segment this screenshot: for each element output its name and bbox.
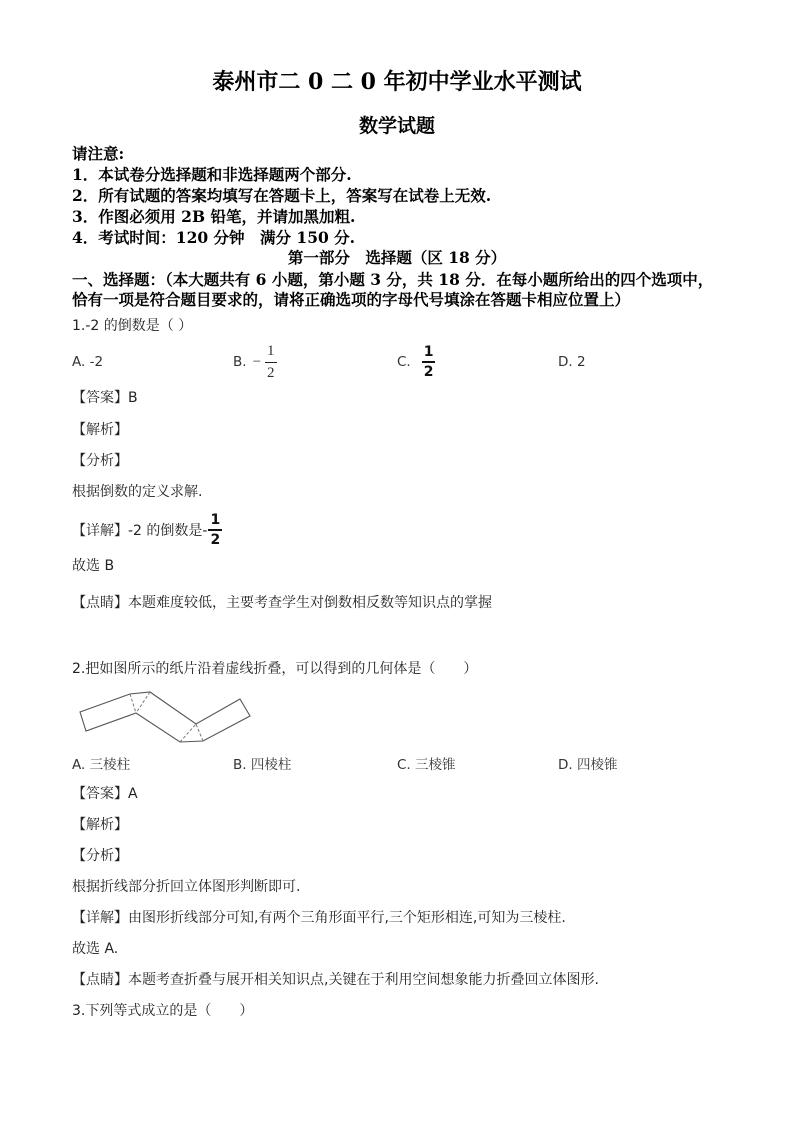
q1-detail — [72, 509, 222, 551]
fraction-numerator: 1 — [210, 512, 221, 529]
option-text: C. 三棱锥 — [397, 757, 456, 773]
fraction-denominator: 2 — [210, 531, 221, 548]
fraction-bar — [422, 361, 436, 363]
notice-item: 1．本试卷分选择题和非选择题两个部分. — [72, 165, 352, 184]
option-text: D. 四棱锥 — [558, 757, 618, 773]
exam-title: 泰州市二 0 二 0 年初中学业水平测试 — [212, 69, 582, 95]
fraction-bar — [208, 529, 222, 531]
fold-line — [130, 694, 136, 713]
option-label: C. — [397, 354, 411, 370]
notice-item: 2．所有试题的答案均填写在答题卡上，答案写在试卷上无效. — [72, 186, 492, 205]
section-instruction-line: 一、选择题：（本大题共有 6 小题，第小题 3 分，共 18 分．在每小题所给出的四个选项中， — [72, 270, 714, 289]
q2-analysis: 根据折线部分折回立体图形判断即可. — [72, 879, 301, 895]
q2-detail: 【详解】由图形折线部分可知,有两个三角形面平行,三个矩形相连,可知为三棱柱. — [72, 910, 566, 926]
notice-item: 4．考试时间：120 分钟 满分 150 分. — [72, 228, 356, 247]
folding-net-figure — [76, 686, 256, 746]
q1-comment: 【点睛】本题难度较低，主要考查学生对倒数相反数等知识点的掌握 — [72, 595, 492, 611]
net-outline — [80, 692, 250, 742]
notice-item: 3．作图必须用 2B 铅笔，并请加黑加粗. — [72, 207, 356, 226]
fraction-denominator: 2 — [267, 364, 275, 381]
fraction — [265, 344, 277, 381]
option-label: B. — [233, 354, 247, 370]
fraction-numerator: 1 — [423, 344, 434, 361]
q2-option-b — [233, 743, 291, 783]
q2-answer: 【答案】A — [72, 786, 138, 802]
option-text: B. 四棱柱 — [233, 757, 292, 773]
fold-line — [196, 724, 203, 741]
section-instruction-line: 恰有一项是符合题目要求的，请将正确选项的字母代号填涂在答题卡相应位置上） — [72, 290, 631, 309]
notice-heading: 请注意: — [72, 144, 125, 163]
q1-option-a — [72, 342, 103, 382]
fraction — [422, 345, 436, 379]
q2-fenxi-label: 【分析】 — [72, 848, 128, 864]
fraction-numerator: 1 — [267, 342, 275, 359]
q1-option-b — [233, 342, 277, 382]
q1-option-d — [558, 342, 586, 382]
q2-option-a — [72, 743, 130, 783]
q2-conclusion: 故选 A. — [72, 941, 119, 957]
fold-line — [136, 692, 150, 713]
q1-jiexi-label: 【解析】 — [72, 422, 128, 438]
detail-text: 【详解】-2 的倒数是- — [72, 523, 208, 539]
option-text: A. 三棱柱 — [72, 757, 131, 773]
fraction-denominator: 2 — [423, 363, 434, 380]
fraction-bar — [265, 362, 277, 363]
question-1-stem: 1.-2 的倒数是（ ） — [72, 318, 193, 334]
q1-answer: 【答案】B — [72, 390, 138, 406]
q2-option-c — [397, 743, 456, 783]
exam-subtitle: 数学试题 — [358, 115, 435, 137]
option-text: A. -2 — [72, 354, 104, 370]
minus-sign: − — [252, 353, 262, 370]
q2-comment: 【点睛】本题考查折叠与展开相关知识点,关键在于利用空间想象能力折叠回立体图形. — [72, 972, 599, 988]
q2-jiexi-label: 【解析】 — [72, 817, 128, 833]
part-heading: 第一部分 选择题（区 18 分） — [287, 248, 507, 267]
fraction — [208, 513, 222, 547]
q1-conclusion: 故选 B — [72, 558, 115, 574]
q1-option-c — [397, 342, 435, 382]
q2-option-d — [558, 743, 617, 783]
question-3-stem: 3.下列等式成立的是（ ） — [72, 1003, 254, 1019]
q1-analysis: 根据倒数的定义求解. — [72, 484, 203, 500]
question-2-stem: 2.把如图所示的纸片沿着虚线折叠，可以得到的几何体是（ ） — [72, 661, 478, 677]
option-text: D. 2 — [558, 354, 586, 370]
fold-line — [180, 724, 196, 742]
q1-fenxi-label: 【分析】 — [72, 453, 128, 469]
